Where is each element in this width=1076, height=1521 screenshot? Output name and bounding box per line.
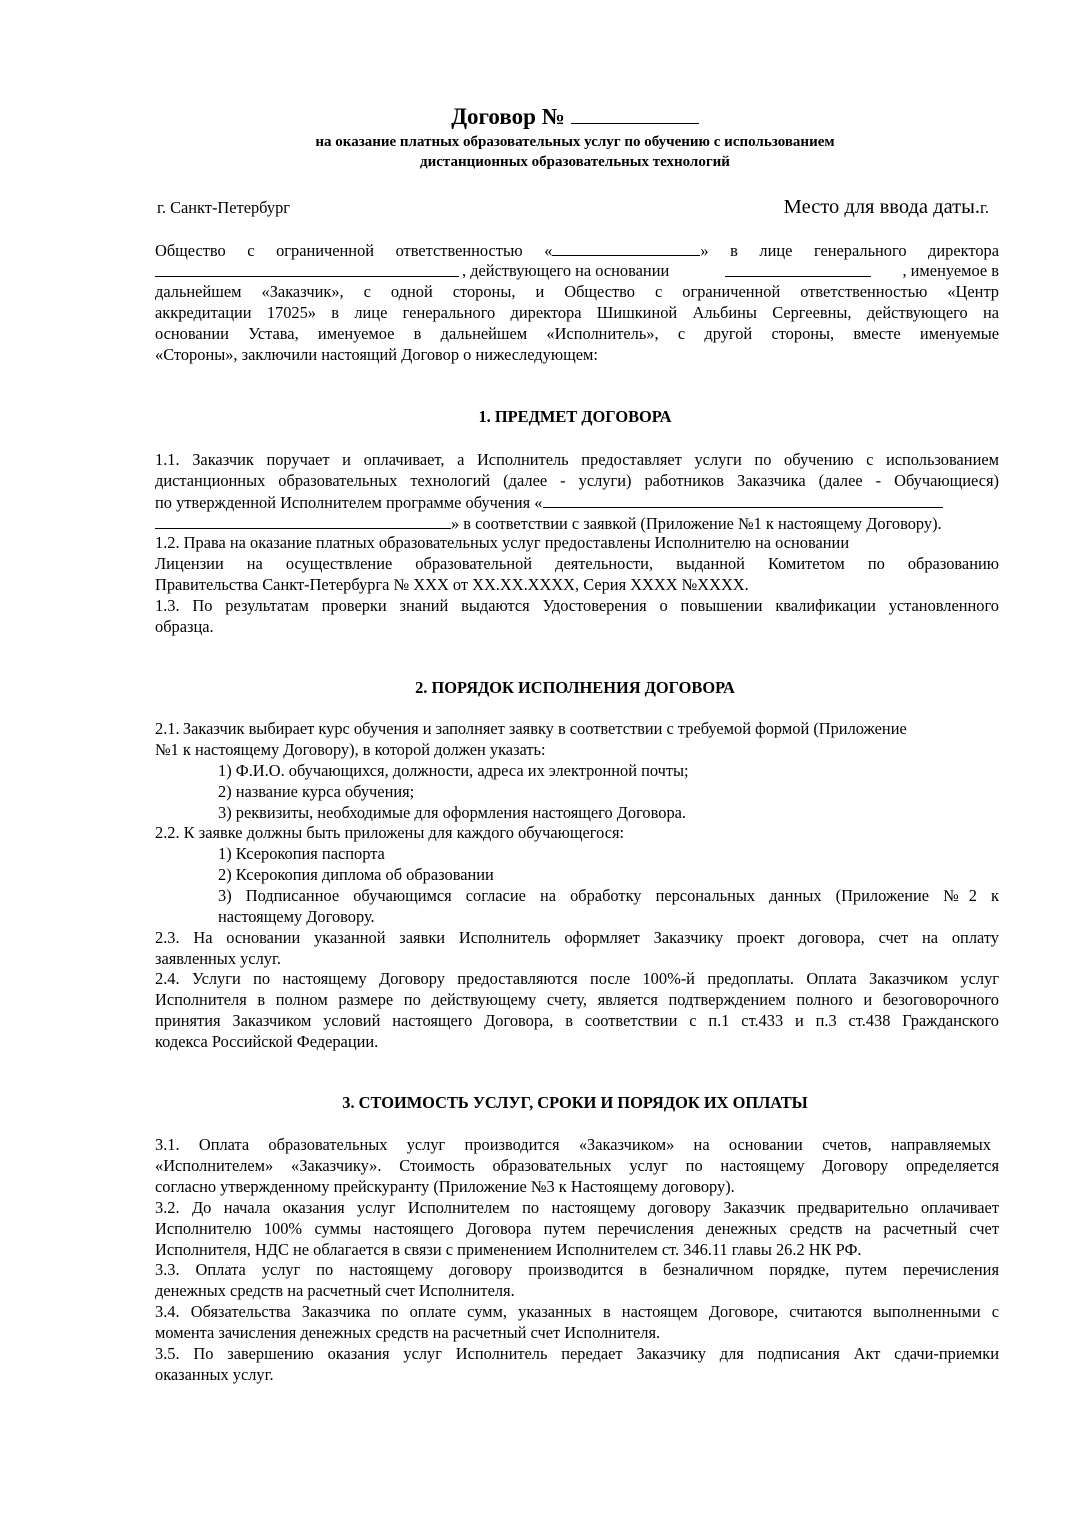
- preamble-text: » в лице генерального директора: [700, 241, 999, 260]
- clause-line: заявленных услуг.: [155, 949, 281, 968]
- date-input-placeholder[interactable]: Место для ввода даты.: [783, 196, 981, 218]
- clause-line: 1.3. По результатам проверки знаний выдаются Удостоверения о повышении квалификации установленного: [155, 596, 999, 615]
- clause-line: [155, 492, 999, 514]
- list-item: 1) Ксерокопия паспорта: [218, 844, 385, 863]
- section-2-heading: 2. ПОРЯДОК ИСПОЛНЕНИЯ ДОГОВОРА: [415, 678, 735, 697]
- clause-line: Лицензии на осуществление образовательной деятельности, выданной Комитетом по образованию: [155, 554, 999, 573]
- contract-title: [0, 102, 1076, 132]
- preamble-text: , действующего на основании: [462, 261, 670, 280]
- clause-text: » в соответствии с заявкой (Приложение №1 к настоящему Договору).: [451, 514, 942, 533]
- contract-city: г. Санкт-Петербург: [157, 198, 290, 217]
- clause-line: [155, 513, 999, 535]
- clause-line: 1.1. Заказчик поручает и оплачивает, а Исполнитель предоставляет услуги по обучению с использованием: [155, 450, 999, 469]
- list-item: 1) Ф.И.О. обучающихся, должности, адреса их электронной почты;: [218, 761, 689, 780]
- clause-line: дистанционных образовательных технологий (далее - услуги) работников Заказчика (далее - Обучающиеся): [155, 471, 999, 490]
- clause-line: денежных средств на расчетный счет Исполнителя.: [155, 1281, 515, 1300]
- clause-line: образца.: [155, 617, 214, 636]
- clause-line: 1.2. Права на оказание платных образовательных услуг предоставлены Исполнителю на основании: [155, 533, 850, 552]
- basis-blank[interactable]: [725, 261, 871, 277]
- preamble-line: [155, 240, 999, 262]
- clause-line: принятия Заказчиком условий настоящего Договора, в соответствии с п.1 ст.433 и п.3 ст.438 Гражданского: [155, 1011, 999, 1030]
- clause-line: 2.1. Заказчик выбирает курс обучения и заполняет заявку в соответствии с требуемой формой (Приложение: [155, 719, 907, 738]
- preamble-text: , именуемое в: [902, 261, 999, 280]
- contract-title-text: Договор №: [451, 104, 565, 129]
- clause-line: Исполнителю 100% суммы настоящего Договора путем перечисления денежных средств на расчетный счет: [155, 1219, 999, 1238]
- clause-line: 2.3. На основании указанной заявки Исполнитель оформляет Заказчику проект договора, счет на оплату: [155, 928, 999, 947]
- preamble-line: дальнейшем «Заказчик», с одной стороны, и Общество с ограниченной ответственностью «Центр: [155, 282, 999, 301]
- clause-line: 3.5. По завершению оказания услуг Исполнитель передает Заказчику для подписания Акт сдачи-приемки: [155, 1344, 999, 1363]
- contract-subtitle-line2: дистанционных образовательных технологий: [420, 154, 730, 170]
- director-name-blank[interactable]: [155, 261, 459, 277]
- preamble-line: основании Устава, именуемое в дальнейшем «Исполнитель», с другой стороны, вместе именуемые: [155, 324, 999, 343]
- list-item: 3) реквизиты, необходимые для оформления настоящего Договора.: [218, 803, 687, 822]
- clause-line: оказанных услуг.: [155, 1365, 274, 1384]
- contract-subtitle-line1: на оказание платных образовательных услуг по обучению с использованием: [315, 134, 835, 150]
- preamble-line: аккредитации 17025» в лице генерального директора Шишкиной Альбины Сергеевны, действующего на: [155, 303, 999, 322]
- section-3-heading: 3. СТОИМОСТЬ УСЛУГ, СРОКИ И ПОРЯДОК ИХ ОПЛАТЫ: [342, 1093, 808, 1112]
- clause-line: 2.4. Услуги по настоящему Договору предоставляются после 100%-й предоплаты. Оплата Заказчиком услуг: [155, 969, 999, 988]
- program-name-blank-cont[interactable]: [155, 513, 451, 529]
- clause-text: по утвержденной Исполнителем программе обучения «: [155, 493, 543, 512]
- contract-number-blank[interactable]: [571, 102, 699, 124]
- customer-name-blank[interactable]: [552, 240, 700, 256]
- program-name-blank[interactable]: [543, 492, 943, 508]
- list-item: 3) Подписанное обучающимся согласие на обработку персональных данных (Приложение №2 к: [218, 886, 999, 905]
- list-item: 2) название курса обучения;: [218, 782, 415, 801]
- section-1-heading: 1. ПРЕДМЕТ ДОГОВОРА: [478, 407, 672, 426]
- clause-line: Исполнителя в полном размере по действующему счету, является подтверждением полного и безоговорочного: [155, 990, 999, 1009]
- preamble-text: Общество с ограниченной ответственностью «: [155, 241, 553, 260]
- clause-line: 3.3. Оплата услуг по настоящему договору производится в безналичном порядке, путем перечисления: [155, 1260, 999, 1279]
- list-item: 2) Ксерокопия диплома об образовании: [218, 865, 494, 884]
- clause-line: 2.2. К заявке должны быть приложены для каждого обучающегося:: [155, 823, 625, 842]
- clause-line: Правительства Санкт-Петербурга № ХХХ от ХХ.ХХ.ХХХХ, Серия ХХХХ №ХХХХ.: [155, 575, 749, 594]
- clause-line: Исполнителя, НДС не облагается в связи с применением Исполнителем ст. 346.11 главы 26.2 НК РФ.: [155, 1240, 862, 1259]
- clause-line: 3.2. До начала оказания услуг Исполнителем по настоящему договору Заказчик предварительно оплачивает: [155, 1198, 999, 1217]
- list-item: настоящему Договору.: [218, 907, 375, 926]
- preamble-line: «Стороны», заключили настоящий Договор о нижеследующем:: [155, 345, 598, 364]
- clause-line: 3.1. Оплата образовательных услуг производится «Заказчиком» на основании счетов, направляемых: [155, 1135, 991, 1154]
- contract-date: [784, 194, 989, 221]
- clause-line: кодекса Российской Федерации.: [155, 1032, 379, 1051]
- clause-line: №1 к настоящему Договору), в которой должен указать:: [155, 740, 546, 759]
- clause-line: согласно утвержденному прейскуранту (Приложение №3 к Настоящему договору).: [155, 1177, 735, 1196]
- date-suffix: г.: [980, 198, 989, 217]
- clause-line: 3.4. Обязательства Заказчика по оплате сумм, указанных в настоящем Договоре, считаются выполненными с: [155, 1302, 999, 1321]
- clause-line: момента зачисления денежных средств на расчетный счет Исполнителя.: [155, 1323, 661, 1342]
- clause-line: «Исполнителем» «Заказчику». Стоимость образовательных услуг по настоящему Договору определяется: [155, 1156, 999, 1175]
